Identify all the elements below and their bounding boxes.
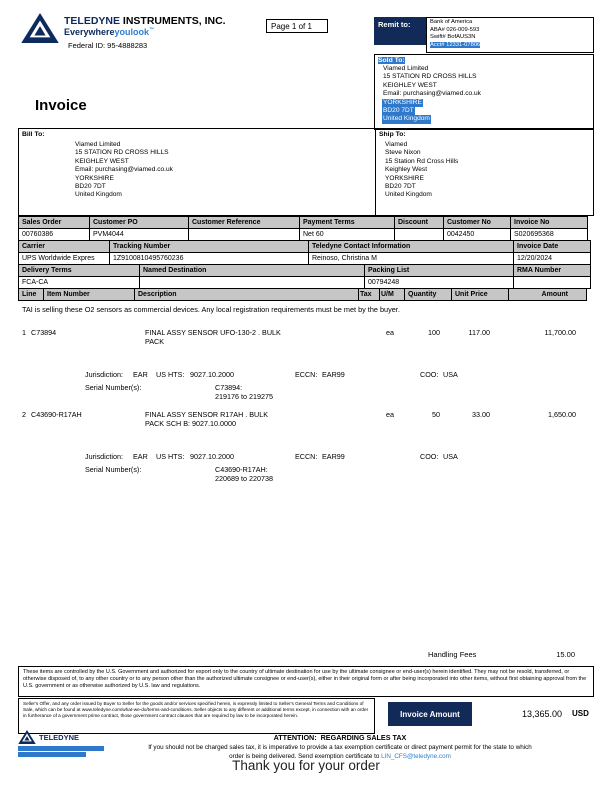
item-description [145, 410, 285, 428]
serial-line: C43690-R17AH: [215, 465, 268, 474]
item-unit-price: 117.00 [468, 328, 490, 337]
items-header-row [18, 288, 594, 301]
header-sales-order: Sales Order [18, 216, 90, 229]
company-name [64, 15, 226, 27]
header-invoice-no: Invoice No [510, 216, 588, 229]
sold-to-box [374, 54, 594, 130]
header-unit-price: Unit Price [451, 288, 509, 301]
value-delivery-terms: FCA-CA [18, 276, 140, 289]
item-unit-price: 33.00 [472, 410, 490, 419]
line-items-region [18, 302, 594, 648]
value-tracking-number: 1Z9100810495760236 [109, 252, 309, 265]
sold-to-address [382, 65, 590, 124]
header-uom: U/M [379, 288, 405, 301]
thank-you-message: Thank you for your order [232, 758, 380, 773]
sold-to-line: Email: purchasing@viamed.co.uk [383, 90, 481, 98]
federal-id: Federal ID: 95-4888283 [68, 41, 148, 50]
bill-to-address [75, 141, 173, 200]
line-item-2 [18, 410, 594, 490]
coo-value: USA [443, 452, 458, 461]
ship-to-label: Ship To: [379, 131, 406, 138]
header-item-number: Item Number [43, 288, 135, 301]
coo-label: COO: [420, 452, 439, 461]
teledyne-logo-small-icon [18, 730, 36, 744]
line-item-1 [18, 328, 594, 408]
header-quantity: Quantity [404, 288, 452, 301]
coo-value: USA [443, 370, 458, 379]
invoice-currency: USD [572, 709, 589, 718]
serial-line: 219176 to 219275 [215, 392, 273, 401]
ship-to-address [385, 141, 458, 200]
jurisdiction-label: Jurisdiction: [85, 452, 123, 461]
export-control-notice: These items are controlled by the U.S. Government and authorized for export only to the country of ultimate destination for use by the ultimate consignee or end-user(s) herein identified. They may not be resold, transferred, or otherwise disposed of, to any other country or to any person other than the authorized ultimate consignee or end-user(s), either in their original form or after being incorporated into other items, without first obtaining approval from the U.S. government or as otherwise authorized by U.S. law and regulations. [18, 666, 594, 697]
invoice-amount-label: Invoice Amount [388, 702, 472, 726]
bill-ship-box [18, 128, 594, 216]
terms-and-conditions-notice: Seller's Offer, and any order issued by Buyer to Seller for the goods and/or services specified herein, is expressly limited to Seller's General Terms and Conditions of Sale, which can be found at www.teledyne.com/what-we-do/terms-and-conditions. Seller objects to any different or additional terms except, in connection with an order in furtherance of a government prime contract, those government contract clauses that are required by law to be incorporated herein. [18, 698, 375, 734]
value-customer-po: PVM4044 [89, 228, 189, 241]
bank-info-box [426, 17, 594, 53]
item-line-no: 1 [22, 328, 26, 337]
value-invoice-no: S020695368 [510, 228, 588, 241]
sold-to-line: YORKSHIRE [383, 98, 422, 106]
handling-fees-row [18, 650, 575, 659]
ship-to-line: 15 Station Rd Cross Hills [385, 157, 459, 165]
bill-to-line: United Kingdom [75, 191, 122, 199]
hts-label: US HTS: [156, 370, 185, 379]
ship-to-line: United Kingdom [385, 191, 432, 199]
attention-title: ATTENTION: REGARDING SALES TAX [273, 733, 407, 742]
jurisdiction-value: EAR [133, 370, 148, 379]
item-jurisdiction-row [18, 452, 594, 462]
sold-to-line: United Kingdom [383, 115, 430, 123]
company-tagline [64, 27, 154, 37]
eccn-label: ECCN: [295, 370, 318, 379]
value-customer-no: 0042450 [443, 228, 511, 241]
header-tracking-number: Tracking Number [109, 240, 309, 253]
value-carrier: UPS Worldwide Expres [18, 252, 110, 265]
ship-to-line: Steve Nixon [385, 149, 421, 157]
header-tax: Tax [358, 288, 380, 301]
header-customer-po: Customer PO [89, 216, 189, 229]
header-carrier: Carrier [18, 240, 110, 253]
header-customer-no: Customer No [443, 216, 511, 229]
serial-numbers-label: Serial Number(s): [85, 383, 142, 392]
item-jurisdiction-row [18, 370, 594, 380]
sold-to-label: Sold To: [378, 57, 405, 64]
hts-label: US HTS: [156, 452, 185, 461]
sales-tax-attention [140, 733, 540, 761]
item-description-line: FINAL ASSY SENSOR R17AH . BULK [145, 410, 269, 419]
bill-ship-divider [375, 129, 376, 215]
highlighted-text-bar [18, 746, 104, 751]
bank-name: Bank of America [430, 19, 473, 25]
hts-value: 9027.10.2000 [190, 452, 234, 461]
info-tables [18, 216, 594, 301]
item-amount: 11,700.00 [544, 328, 576, 337]
hts-value: 9027.10.2000 [190, 370, 234, 379]
bill-to-line: Viamed Limited [75, 141, 121, 148]
bank-swift: Swift# BofAUS3N [430, 34, 476, 40]
item-description [145, 328, 285, 346]
item-quantity: 100 [428, 328, 440, 337]
ship-to-line: BD20 7DT [385, 183, 416, 191]
handling-fees-label: Handling Fees [428, 650, 477, 659]
serial-numbers-values [215, 465, 273, 483]
jurisdiction-value: EAR [133, 452, 148, 461]
item-number: C43690-R17AH [31, 410, 82, 419]
serial-numbers-label: Serial Number(s): [85, 465, 142, 474]
sold-to-line: BD20 7DT [383, 107, 414, 115]
invoice-amount-value: 13,365.00 [521, 709, 562, 719]
teledyne-logo-icon [20, 13, 60, 43]
value-packing-list: 00794248 [364, 276, 514, 289]
attention-body-text: If you should not be charged sales tax, it is imperative to provide a tax exemption certificate or direct payment permit for the state to which order is being delivered. Send exemption certificate to [148, 744, 532, 760]
coo-label: COO: [420, 370, 439, 379]
jurisdiction-label: Jurisdiction: [85, 370, 123, 379]
sold-to-line: KEIGHLEY WEST [383, 81, 437, 89]
serial-line: C73894: [215, 383, 243, 392]
bill-to-label: Bill To: [22, 131, 45, 138]
eccn-value: EAR99 [322, 452, 345, 461]
item-description-line: PACK [145, 337, 165, 346]
header-payment-terms: Payment Terms [299, 216, 395, 229]
eccn-value: EAR99 [322, 370, 345, 379]
header-named-destination: Named Destination [139, 264, 365, 277]
company-name-brand: TELEDYNE [64, 15, 121, 27]
value-payment-terms: Net 60 [299, 228, 395, 241]
header-packing-list: Packing List [364, 264, 514, 277]
invoice-title: Invoice [35, 97, 87, 114]
remit-to-label: Remit to: [374, 17, 426, 45]
item-line-no: 2 [22, 410, 26, 419]
value-invoice-date: 12/20/2024 [513, 252, 591, 265]
serial-numbers-values [215, 383, 273, 401]
eccn-label: ECCN: [295, 452, 318, 461]
header-amount: Amount [508, 288, 587, 301]
highlighted-text-bar [18, 752, 86, 757]
bill-to-line: Email: purchasing@viamed.co.uk [75, 166, 173, 174]
bill-to-line: KEIGHLEY WEST [75, 157, 129, 165]
value-contact-info: Reinoso, Christina M [308, 252, 514, 265]
company-name-rest: INSTRUMENTS, INC. [120, 15, 226, 27]
header-customer-reference: Customer Reference [188, 216, 300, 229]
item-quantity: 50 [432, 410, 440, 419]
serial-line: 220689 to 220738 [215, 474, 273, 483]
ship-to-line: Viamed [385, 141, 408, 148]
header-contact-info: Teledyne Contact Information [308, 240, 514, 253]
item-description-line: PACK SCH B: 9027.10.0000 [145, 419, 236, 428]
bill-to-line: 15 STATION RD CROSS HILLS [75, 149, 169, 157]
teledyne-logo [20, 13, 60, 43]
handling-fees-value: 15.00 [556, 650, 575, 659]
exemption-email-link[interactable]: LIN_CFS@teledyne.com [381, 752, 451, 760]
page-number-box: Page 1 of 1 [266, 19, 328, 33]
header-invoice-date: Invoice Date [513, 240, 591, 253]
value-sales-order: 00760386 [18, 228, 90, 241]
item-number: C73894 [31, 328, 57, 337]
bank-aba: ABA# 026-009-593 [430, 26, 480, 33]
footer-brand [18, 730, 104, 744]
sold-to-line: 15 STATION RD CROSS HILLS [383, 73, 477, 81]
header-rma-number: RMA Number [513, 264, 591, 277]
footer-brand-name: TELEDYNE [39, 732, 80, 742]
bank-account: Acct# 12331-07806 [430, 41, 481, 48]
item-amount: 1,650.00 [548, 410, 576, 419]
header-description: Description [134, 288, 359, 301]
header-delivery-terms: Delivery Terms [18, 264, 140, 277]
sold-to-line: Viamed Limited [383, 65, 429, 72]
item-uom: ea [386, 410, 394, 419]
bill-to-line: BD20 7DT [75, 183, 106, 191]
ship-to-line: YORKSHIRE [385, 174, 424, 182]
ship-to-line: Keighley West [385, 166, 428, 174]
tagline-tm: ™ [149, 27, 155, 33]
tagline-part-2: youlook [114, 27, 150, 37]
footer-brand-block [18, 730, 104, 757]
header-discount: Discount [394, 216, 444, 229]
item-uom: ea [386, 328, 394, 337]
header-line: Line [18, 288, 44, 301]
tagline-part-1: Everywhere [64, 27, 115, 37]
bill-to-line: YORKSHIRE [75, 174, 114, 182]
commercial-device-notice: TAI is selling these O2 sensors as commercial devices. Any local registration requirements must be met by the buyer. [22, 305, 400, 314]
item-description-line: FINAL ASSY SENSOR UFO-130-2 . BULK [145, 328, 281, 337]
